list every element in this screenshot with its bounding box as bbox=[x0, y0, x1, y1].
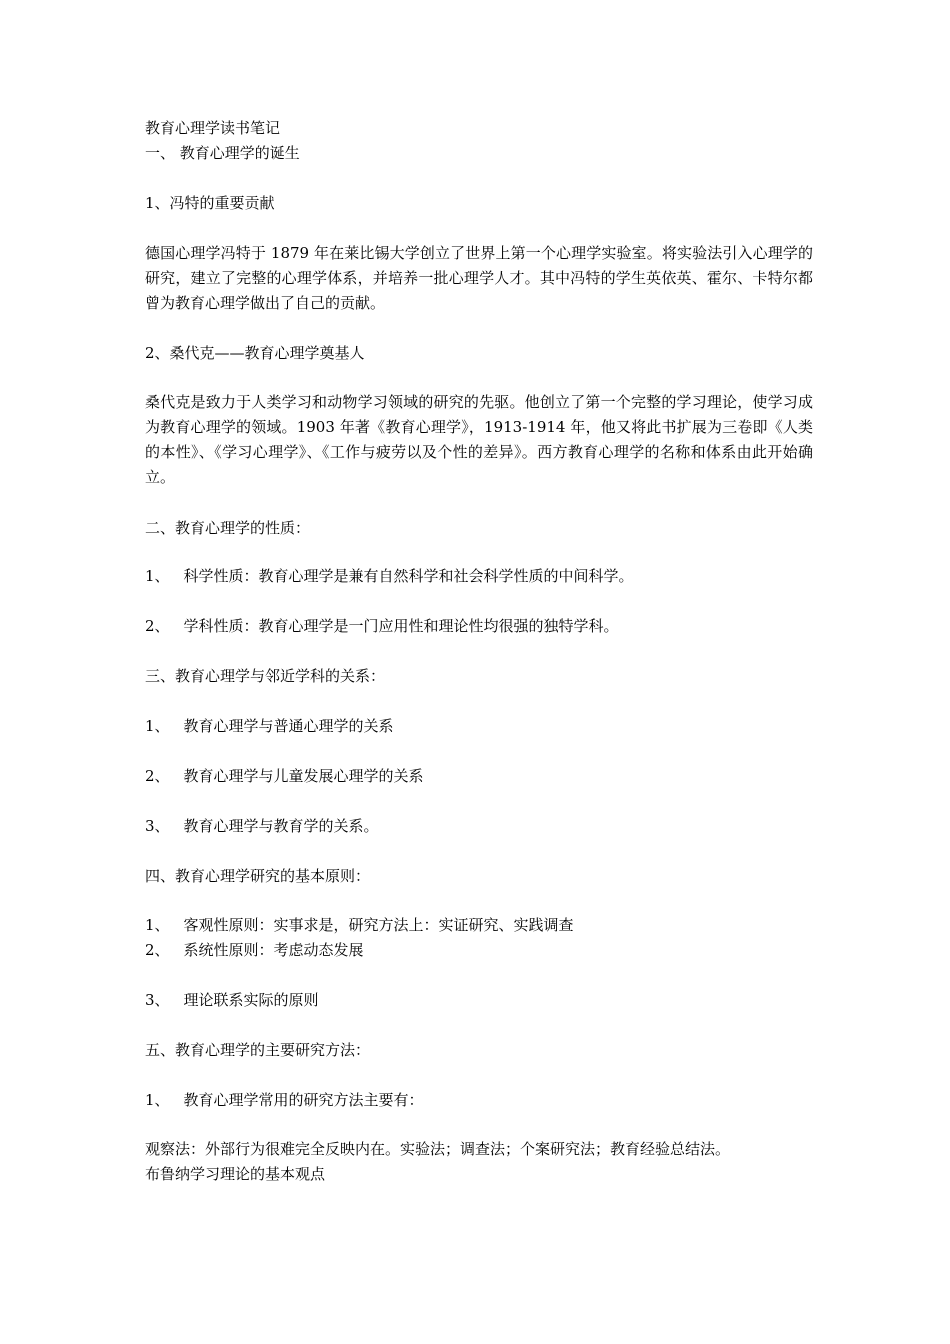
list-text: 教育心理学与教育学的关系。 bbox=[183, 817, 379, 835]
paragraph-thorndike: 桑代克是致力于人类学习和动物学习领域的研究的先驱。他创立了第一个完整的学习理论，使学习成为教育心理学的领域。1903 年著《教育心理学》，1913-1914 年，他又将此书扩展为三卷即《人类的本性》、《学习心理学》、《工作与疲劳以及个性的差异》。西方教育心理学的名称和体系由此开始确立。 bbox=[145, 393, 813, 486]
list-text: 教育心理学常用的研究方法主要有： bbox=[183, 1091, 424, 1109]
list-item bbox=[145, 915, 815, 935]
list-number: 1、 bbox=[145, 717, 170, 735]
list-item bbox=[145, 716, 815, 736]
list-item bbox=[145, 616, 815, 636]
subsection-heading-1-2: 2、桑代克——教育心理学奠基人 bbox=[145, 344, 365, 362]
list-item bbox=[145, 1090, 815, 1110]
list-text: 系统性原则：考虑动态发展 bbox=[183, 941, 364, 959]
paragraph-bruner: 布鲁纳学习理论的基本观点 bbox=[145, 1165, 326, 1183]
list-item bbox=[145, 940, 815, 960]
list-number: 1、 bbox=[145, 916, 170, 934]
list-number: 2、 bbox=[145, 617, 170, 635]
section-heading-3: 三、教育心理学与邻近学科的关系： bbox=[145, 667, 386, 685]
list-number: 3、 bbox=[145, 817, 170, 835]
document-title: 教育心理学读书笔记 bbox=[145, 119, 281, 137]
list-item bbox=[145, 990, 815, 1010]
list-text: 科学性质：教育心理学是兼有自然科学和社会科学性质的中间科学。 bbox=[183, 567, 634, 585]
section-heading-4: 四、教育心理学研究的基本原则： bbox=[145, 867, 371, 885]
list-text: 理论联系实际的原则 bbox=[183, 991, 319, 1009]
list-item bbox=[145, 816, 815, 836]
list-number: 1、 bbox=[145, 567, 170, 585]
list-number: 3、 bbox=[145, 991, 170, 1009]
list-number: 2、 bbox=[145, 767, 170, 785]
section-heading-1: 一、 教育心理学的诞生 bbox=[145, 144, 300, 162]
section-heading-2: 二、教育心理学的性质： bbox=[145, 519, 311, 537]
list-item bbox=[145, 566, 815, 586]
list-text: 教育心理学与普通心理学的关系 bbox=[183, 717, 394, 735]
paragraph-methods: 观察法：外部行为很难完全反映内在。实验法；调查法；个案研究法；教育经验总结法。 bbox=[145, 1140, 731, 1158]
list-item bbox=[145, 766, 815, 786]
section-heading-5: 五、教育心理学的主要研究方法： bbox=[145, 1041, 371, 1059]
list-number: 1、 bbox=[145, 1091, 170, 1109]
list-text: 客观性原则：实事求是，研究方法上：实证研究、实践调查 bbox=[183, 916, 574, 934]
list-text: 教育心理学与儿童发展心理学的关系 bbox=[183, 767, 424, 785]
paragraph-wundt: 德国心理学冯特于 1879 年在莱比锡大学创立了世界上第一个心理学实验室。将实验法引入心理学的研究，建立了完整的心理学体系，并培养一批心理学人才。其中冯特的学生英依英、霍尔、卡特尔都曾为教育心理学做出了自己的贡献。 bbox=[145, 244, 813, 312]
list-number: 2、 bbox=[145, 941, 170, 959]
subsection-heading-1-1: 1、冯特的重要贡献 bbox=[145, 194, 275, 212]
list-text: 学科性质：教育心理学是一门应用性和理论性均很强的独特学科。 bbox=[183, 617, 619, 635]
